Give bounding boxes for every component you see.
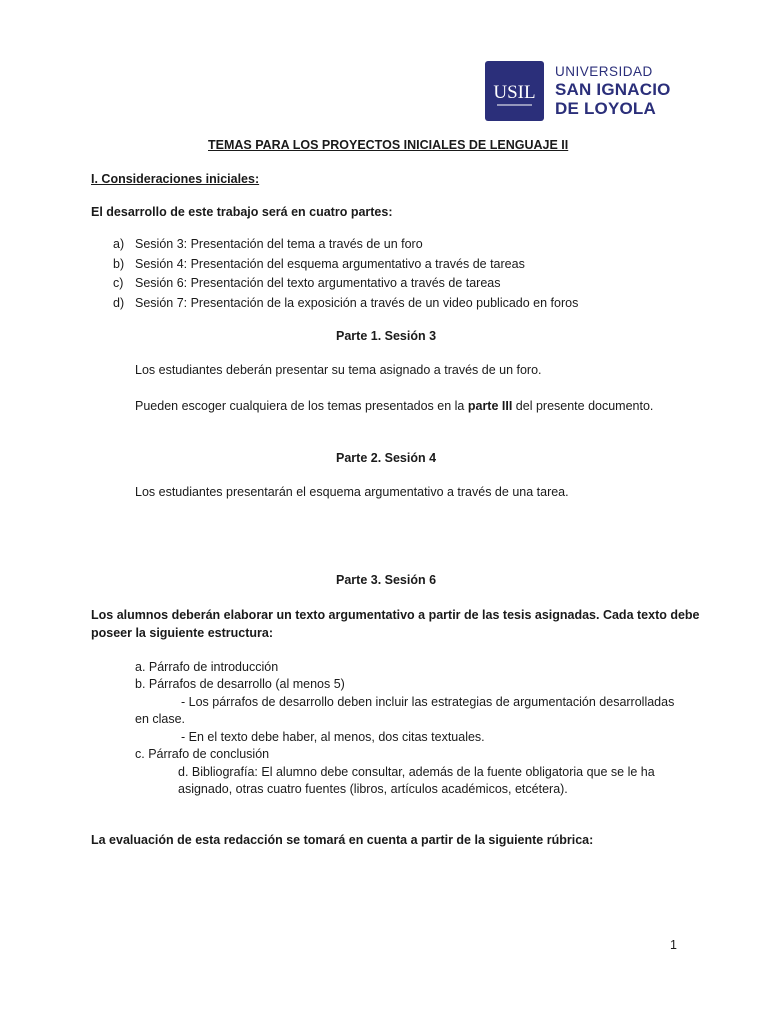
- intro-text: El desarrollo de este trabajo será en cuatro partes:: [91, 205, 393, 219]
- list-item-marker: b): [113, 257, 125, 271]
- list-item-marker: a): [113, 237, 125, 251]
- svg-text:USIL: USIL: [493, 82, 536, 103]
- part-3-heading: Parte 3. Sesión 6: [336, 573, 437, 587]
- structure-subitem-1-cont: en clase.: [135, 712, 186, 726]
- part-reference: parte III: [467, 399, 513, 413]
- usil-monogram-icon: [485, 61, 544, 121]
- section-heading: I. Consideraciones iniciales:: [91, 172, 260, 186]
- university-logo-text: [555, 64, 671, 118]
- list-item: Sesión 6: Presentación del texto argumentativo a través de tareas: [135, 276, 501, 290]
- evaluation-text: La evaluación de esta redacción se tomará en cuenta a partir de la siguiente rúbrica:: [91, 833, 594, 847]
- structure-subitem-2: - En el texto debe haber, al menos, dos citas textuales.: [181, 730, 485, 744]
- logo-line-3: DE LOYOLA: [555, 99, 656, 118]
- list-item: Sesión 7: Presentación de la exposición a través de un video publicado en foros: [135, 296, 579, 310]
- part-2-heading: Parte 2. Sesión 4: [336, 451, 437, 465]
- part-1-heading: Parte 1. Sesión 3: [336, 329, 437, 343]
- part-1-paragraph-2: Pueden escoger cualquiera de los temas presentados en la parte III del presente documento.: [135, 399, 654, 413]
- structure-item-d-cont: asignado, otras cuatro fuentes (libros, artículos académicos, etcétera).: [178, 782, 568, 796]
- structure-item-d: d. Bibliografía: El alumno debe consultar, además de la fuente obligatoria que se le ha: [178, 765, 655, 779]
- structure-subitem-1: - Los párrafos de desarrollo deben incluir las estrategias de argumentación desarrolladas: [181, 695, 675, 709]
- structure-item-b: b. Párrafos de desarrollo (al menos 5): [135, 677, 345, 691]
- university-logo-mark: [485, 61, 544, 121]
- logo-line-2: SAN IGNACIO: [555, 80, 671, 99]
- part-3-intro-line-2: poseer la siguiente estructura:: [91, 626, 274, 640]
- list-item: Sesión 3: Presentación del tema a través de un foro: [135, 237, 423, 251]
- list-item-marker: c): [113, 276, 124, 290]
- structure-item-c: c. Párrafo de conclusión: [135, 747, 270, 761]
- logo-line-1: UNIVERSIDAD: [555, 64, 653, 79]
- part-3-intro-line-1: Los alumnos deberán elaborar un texto argumentativo a partir de las tesis asignadas. Cada texto debe: [91, 608, 700, 622]
- structure-item-a: a. Párrafo de introducción: [135, 660, 279, 674]
- list-item: Sesión 4: Presentación del esquema argumentativo a través de tareas: [135, 257, 525, 271]
- list-item-marker: d): [113, 296, 125, 310]
- part-1-paragraph: Los estudiantes deberán presentar su tema asignado a través de un foro.: [135, 363, 542, 377]
- part-2-paragraph: Los estudiantes presentarán el esquema argumentativo a través de una tarea.: [135, 485, 569, 499]
- document-title: TEMAS PARA LOS PROYECTOS INICIALES DE LENGUAJE II: [208, 138, 569, 152]
- page-number: 1: [670, 938, 677, 952]
